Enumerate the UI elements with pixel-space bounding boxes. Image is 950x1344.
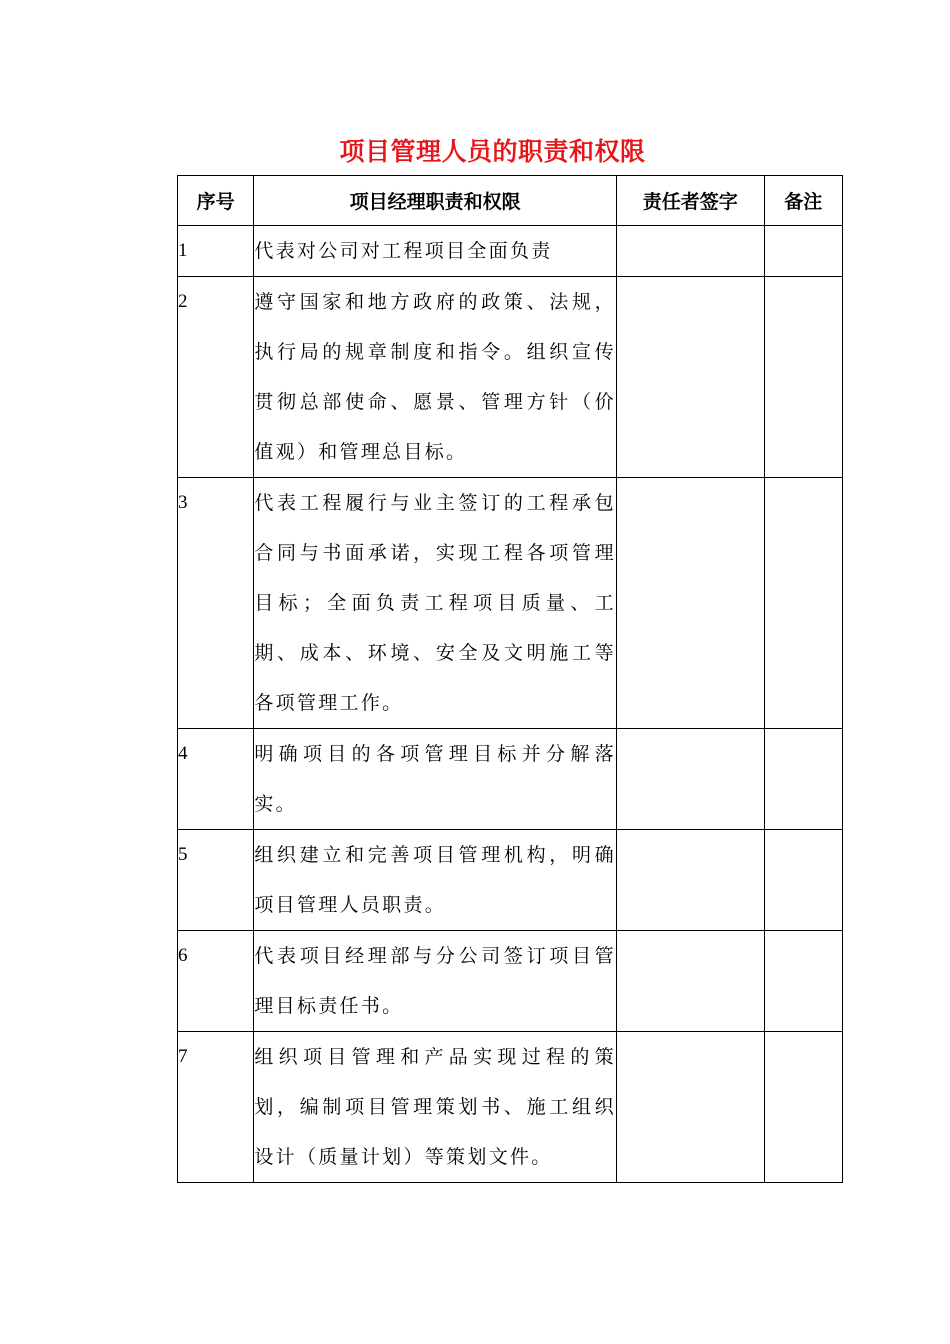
table-row (178, 931, 843, 1032)
note-cell[interactable] (764, 478, 842, 729)
note-cell[interactable] (764, 277, 842, 478)
sign-cell[interactable] (616, 226, 764, 277)
header-duty: 项目经理职责和权限 (254, 176, 617, 226)
header-sign: 责任者签字 (616, 176, 764, 226)
header-no: 序号 (178, 176, 254, 226)
note-cell[interactable] (764, 830, 842, 931)
row-number: 2 (178, 277, 254, 478)
duty-text: 代表项目经理部与分公司签订项目管理目标责任书。 (254, 931, 617, 1032)
row-number: 4 (178, 729, 254, 830)
duty-text: 组织建立和完善项目管理机构，明确项目管理人员职责。 (254, 830, 617, 931)
note-cell[interactable] (764, 729, 842, 830)
sign-cell[interactable] (616, 478, 764, 729)
duty-text: 组织项目管理和产品实现过程的策划，编制项目管理策划书、施工组织设计（质量计划）等策划文件。 (254, 1032, 617, 1183)
row-number: 5 (178, 830, 254, 931)
note-cell[interactable] (764, 931, 842, 1032)
duty-text: 代表工程履行与业主签订的工程承包合同与书面承诺，实现工程各项管理目标；全面负责工程项目质量、工期、成本、环境、安全及文明施工等各项管理工作。 (254, 478, 617, 729)
table-row (178, 226, 843, 277)
header-note: 备注 (764, 176, 842, 226)
sign-cell[interactable] (616, 931, 764, 1032)
table-row (178, 729, 843, 830)
sign-cell[interactable] (616, 1032, 764, 1183)
duty-table (177, 175, 843, 1183)
note-cell[interactable] (764, 1032, 842, 1183)
note-cell[interactable] (764, 226, 842, 277)
sign-cell[interactable] (616, 830, 764, 931)
row-number: 1 (178, 226, 254, 277)
sign-cell[interactable] (616, 277, 764, 478)
table-row (178, 1032, 843, 1183)
table-row (178, 478, 843, 729)
row-number: 7 (178, 1032, 254, 1183)
sign-cell[interactable] (616, 729, 764, 830)
table-row (178, 277, 843, 478)
table-row (178, 830, 843, 931)
duty-text: 代表对公司对工程项目全面负责 (254, 226, 617, 277)
duty-text: 遵守国家和地方政府的政策、法规，执行局的规章制度和指令。组织宣传贯彻总部使命、愿景、管理方针（价值观）和管理总目标。 (254, 277, 617, 478)
row-number: 3 (178, 478, 254, 729)
row-number: 6 (178, 931, 254, 1032)
document-title: 项目管理人员的职责和权限 (339, 137, 646, 166)
duty-text: 明确项目的各项管理目标并分解落实。 (254, 729, 617, 830)
table-header-row (178, 176, 843, 226)
